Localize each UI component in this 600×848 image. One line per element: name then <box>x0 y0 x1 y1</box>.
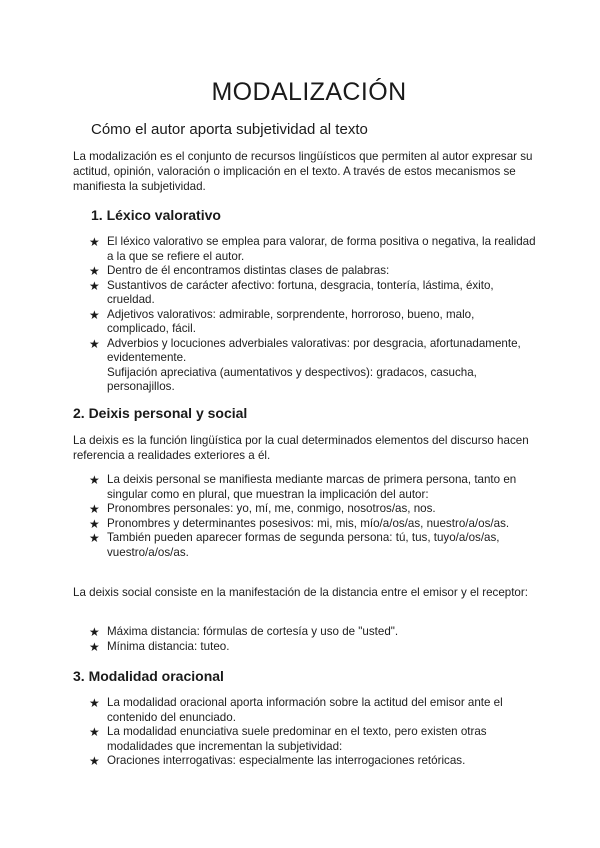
section-2-social-paragraph: La deixis social consiste en la manifestación de la distancia entre el emisor y el receptor: <box>73 586 528 599</box>
list-item <box>89 640 539 655</box>
list-item-text: Dentro de él encontramos distintas clases de palabras: <box>107 264 390 277</box>
list-item-text: La deixis personal se manifiesta mediante marcas de primera persona, tanto en singular como en plural, que muestran la implicación del autor: <box>107 473 517 501</box>
list-item <box>89 696 539 725</box>
list-item <box>89 235 539 264</box>
list-item-text: Pronombres y determinantes posesivos: mi, mis, mío/a/os/as, nuestro/a/os/as. <box>107 516 510 530</box>
list-item-text: Sufijación apreciativa (aumentativos y despectivos): gradacos, casucha, personajillos. <box>107 365 477 393</box>
list-item <box>89 625 539 640</box>
section-2-heading: 2. Deixis personal y social <box>73 405 248 421</box>
section-3-heading: 3. Modalidad oracional <box>73 668 224 684</box>
list-item-text: Máxima distancia: fórmulas de cortesía y uso de "usted". <box>107 625 399 638</box>
list-item-text: Pronombres personales: yo, mí, me, conmigo, nosotros/as, nos. <box>107 502 436 515</box>
list-item-text: La modalidad enunciativa suele predominar en el texto, pero existen otras modalidades que incrementan la subjetividad: <box>107 725 487 753</box>
list-item-text: Adverbios y locuciones adverbiales valorativas: por desgracia, afortunadamente, evidentemente. <box>107 336 521 364</box>
section-2-social-list <box>89 625 539 654</box>
list-item <box>89 264 539 279</box>
intro-paragraph: La modalización es el conjunto de recursos lingüísticos que permiten al autor expresar su actitud, opinión, valoración o implicación en el texto. A través de estos mecanismos se manifiesta la subjetividad. <box>73 150 533 193</box>
list-item-text: Adjetivos valorativos: admirable, sorprendente, horroroso, bueno, malo, complicado, fácil. <box>107 307 475 335</box>
list-item <box>89 517 539 532</box>
list-item-text: Oraciones interrogativas: especialmente las interrogaciones retóricas. <box>107 754 466 767</box>
list-item <box>89 502 539 517</box>
page-title: MODALIZACIÓN <box>211 78 407 106</box>
list-item-text: Sustantivos de carácter afectivo: fortuna, desgracia, tontería, lástima, éxito, crueldad. <box>107 278 494 306</box>
list-item <box>89 531 539 560</box>
section-2-list <box>89 473 539 560</box>
section-1-heading: 1. Léxico valorativo <box>91 207 221 223</box>
section-2-intro: La deixis es la función lingüística por la cual determinados elementos del discurso hacen referencia a realidades exteriores a él. <box>73 434 529 462</box>
list-item <box>89 308 539 337</box>
page-subtitle: Cómo el autor aporta subjetividad al texto <box>91 121 368 138</box>
list-item-text: La modalidad oracional aporta información sobre la actitud del emisor ante el contenido del enunciado. <box>107 696 503 724</box>
list-item-text: Mínima distancia: tuteo. <box>107 639 230 653</box>
list-item-text: También pueden aparecer formas de segunda persona: tú, tus, tuyo/a/os/as, vuestro/a/os/as. <box>107 531 500 559</box>
section-1-list <box>89 235 539 395</box>
list-item <box>89 473 539 502</box>
list-item <box>89 754 539 769</box>
list-item-text: El léxico valorativo se emplea para valorar, de forma positiva o negativa, la realidad a la que se refiere el autor. <box>107 235 536 263</box>
list-item <box>89 337 539 366</box>
list-item <box>89 725 539 754</box>
section-3-list <box>89 696 539 769</box>
list-item <box>89 279 539 308</box>
list-item <box>89 366 539 395</box>
